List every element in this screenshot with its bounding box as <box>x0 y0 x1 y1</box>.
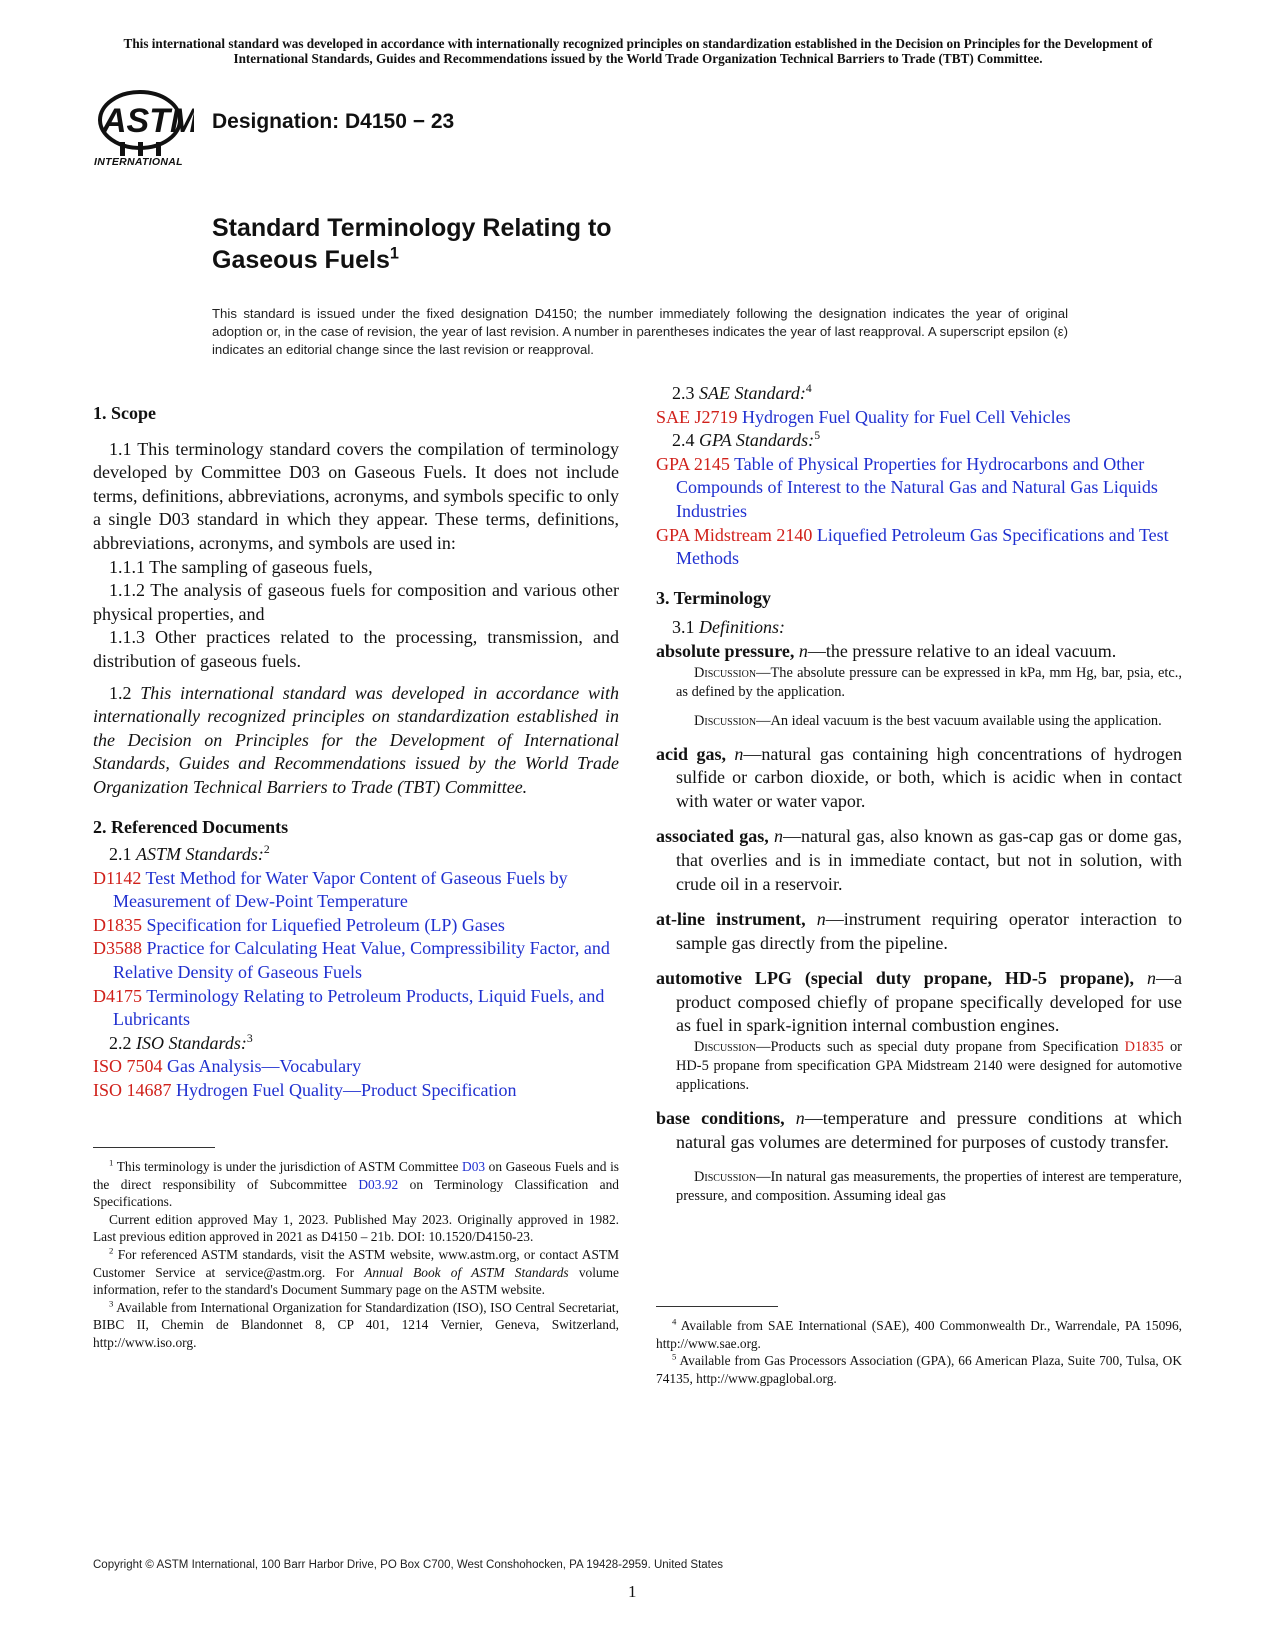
reference-title-link[interactable]: Specification for Liquefied Petroleum (LP) Gases <box>146 914 505 935</box>
reference-title-link[interactable]: Terminology Relating to Petroleum Products, Liquid Fuels, and Lubricants <box>113 985 605 1030</box>
section-heading-terminology: 3. Terminology <box>656 587 772 608</box>
issuance-notice: This standard is issued under the fixed designation D4150; the number immediately following the designation indicates the year of original adoption or, in the case of revision, the year of last revision. A number in parentheses indicates the year of last reapproval. A superscript epsilon (ε) indicates an editorial change since the last revision or reapproval. <box>212 306 1068 357</box>
iso-standards-label: 2.2 ISO Standards:$^3$ <box>109 1031 253 1053</box>
title-line-1: Standard Terminology Relating to <box>212 214 612 242</box>
term-automotive-lpg: automotive LPG (special duty propane, HD-5 propane), n—a product composed chiefly of propane specifically developed for use as fuel in spark-ignition internal combustion engines. <box>656 968 1182 1036</box>
gpa-reference-list <box>656 453 1182 571</box>
reference-item <box>93 1079 619 1103</box>
logo-wordmark: INTERNATIONAL <box>94 156 183 168</box>
footnote-rule <box>656 1306 778 1307</box>
reference-code-link[interactable]: D4175 <box>93 985 142 1006</box>
para-1-1-1: 1.1.1 The sampling of gaseous fuels, <box>109 556 373 577</box>
term-acid-gas: acid gas, n—natural gas containing high concentrations of hydrogen sulfide or carbon dioxide, or both, which is acidic when in contact with water or water vapor. <box>656 743 1183 811</box>
svg-text:ASTM: ASTM <box>102 102 194 140</box>
term-absolute-pressure: absolute pressure, n—the pressure relative to an ideal vacuum. <box>656 640 1117 661</box>
term-associated-gas: associated gas, n—natural gas, also known as gas-cap gas or dome gas, that overlies and is in immediate contact, but not in solution, with crude oil in a reservoir. <box>656 826 1183 894</box>
reference-item <box>93 914 619 938</box>
discussion-base-conditions: Discussion—In natural gas measurements, the properties of interest are temperature, pressure, and composition. Assuming ideal gas <box>676 1169 1182 1205</box>
footnote-5: $^5$ Available from Gas Processors Association (GPA), 66 American Plaza, Suite 700, Tulsa, OK 74135, http://www.gpaglobal.org. <box>656 1351 1182 1386</box>
discussion-absolute-pressure-2: Discussion—An ideal vacuum is the best vacuum available using the application. <box>694 712 1162 729</box>
footnote-4: $^4$ Available from SAE International (SAE), 400 Commonwealth Dr., Warrendale, PA 15096, http://www.sae.org. <box>656 1316 1182 1351</box>
designation: Designation: D4150 − 23 <box>212 110 455 133</box>
footnote-1: $^1$ This terminology is under the jurisdiction of ASTM Committee D03 on Gaseous Fuels and is the direct responsibility of Subcommittee D03.92 on Terminology Classification and Specifications. <box>93 1157 620 1210</box>
reference-item <box>93 867 619 914</box>
astm-standards-label: 2.1 ASTM Standards:$^2$ <box>109 843 270 865</box>
link-d03[interactable]: D03 <box>462 1159 486 1174</box>
section-heading-scope: 1. Scope <box>93 403 156 423</box>
term-at-line-instrument: at-line instrument, n—instrument requiring operator interaction to sample gas directly from the pipeline. <box>656 909 1183 953</box>
reference-code-link[interactable]: ISO 7504 <box>93 1056 163 1077</box>
reference-title-link[interactable]: Hydrogen Fuel Quality—Product Specification <box>176 1080 517 1101</box>
para-1-1-3: 1.1.3 Other practices related to the processing, transmission, and distribution of gaseous fuels. <box>93 627 619 671</box>
sae-reference-list <box>656 406 1182 430</box>
reference-item <box>656 406 1182 430</box>
iso-reference-list <box>93 1055 619 1102</box>
copyright: Copyright © ASTM International, 100 Barr Harbor Drive, PO Box C700, West Conshohocken, PA 19428-2959. United States <box>93 1559 724 1571</box>
astm-logo <box>94 84 194 174</box>
para-1-1-2: 1.1.2 The analysis of gaseous fuels for composition and various other physical properties, and <box>93 580 619 624</box>
reference-code-link[interactable]: D1142 <box>93 867 142 888</box>
term-base-conditions: base conditions, n—temperature and pressure conditions at which natural gas volumes are determined for purposes of custody transfer. <box>656 1108 1183 1152</box>
sae-standard-label: 2.3 SAE Standard:$^4$ <box>672 382 812 403</box>
right-footnotes <box>656 1306 1182 1387</box>
left-footnotes <box>93 1147 619 1352</box>
reference-code-link[interactable]: SAE J2719 <box>656 406 738 427</box>
reference-code-link[interactable]: D3588 <box>93 938 142 959</box>
definitions-label: 3.1 Definitions: <box>672 617 785 638</box>
reference-code-link[interactable]: GPA 2145 <box>656 453 730 474</box>
reference-code-link[interactable]: D1835 <box>93 914 142 935</box>
right-column <box>656 382 1183 1386</box>
footnote-3: $^3$ Available from International Organization for Standardization (ISO), ISO Central Secretariat, BIBC II, Chemin de Blandonnet 8, CP 401, 1214 Vernier, Geneva, Switzerland, http://www.iso.org. <box>93 1298 619 1350</box>
reference-item <box>656 524 1182 571</box>
left-column <box>93 402 620 1350</box>
reference-title-link[interactable]: Table of Physical Properties for Hydrocarbons and Other Compounds of Interest to the Natural Gas and Natural Gas Liquids Industries <box>676 453 1158 521</box>
reference-item <box>93 985 619 1032</box>
reference-title-link[interactable]: Gas Analysis—Vocabulary <box>167 1056 362 1077</box>
link-d03-92[interactable]: D03.92 <box>358 1176 399 1192</box>
para-1-2: 1.2 This international standard was developed in accordance with internationally recognized principles on standardization established in the Decision on Principles for the Development of International Standards, Guides and Recommendations issued by the World Trade Organization Technical Barriers to Trade (TBT) Committee. <box>93 682 619 797</box>
title-line-2: Gaseous Fuels <box>212 246 390 274</box>
footnote-1-edition: Current edition approved May 1, 2023. Published May 2023. Originally approved in 1982. Last previous edition approved in 2021 as D4150 – 21b. DOI: 10.1520/D4150-23. <box>93 1211 619 1245</box>
discussion-absolute-pressure-1: Discussion—The absolute pressure can be expressed in kPa, mm Hg, bar, psia, etc., as defined by the application. <box>676 664 1182 700</box>
reference-title-link[interactable]: Test Method for Water Vapor Content of Gaseous Fuels by Measurement of Dew-Point Temperature <box>113 867 568 912</box>
section-heading-referenced-documents: 2. Referenced Documents <box>93 816 289 837</box>
reference-item <box>93 937 619 984</box>
reference-item <box>656 453 1182 524</box>
title-footnote-mark: 1 <box>389 244 399 263</box>
reference-title-link[interactable]: Practice for Calculating Heat Value, Compressibility Factor, and Relative Density of Gaseous Fuels <box>113 938 610 983</box>
para-1-1: 1.1 This terminology standard covers the compilation of terminology developed by Committee D03 on Gaseous Fuels. It does not include terms, definitions, abbreviations, acronyms, and symbols specific to only a single D03 standard in which they appear. These terms, definitions, abbreviations, acronyms, and symbols are used in: <box>93 438 619 553</box>
reference-title-link[interactable]: Liquefied Petroleum Gas Specifications and Test Methods <box>676 524 1169 569</box>
reference-code-link[interactable]: ISO 14687 <box>93 1080 172 1101</box>
link-d1835[interactable]: D1835 <box>1124 1039 1164 1056</box>
document-title <box>212 212 612 276</box>
reference-code-link[interactable]: GPA Midstream 2140 <box>656 524 813 545</box>
discussion-automotive-lpg: Discussion—Products such as special duty propane from Specification D1835 or HD-5 propane from specification GPA Midstream 2140 were designed for automotive applications. <box>676 1039 1182 1094</box>
page-number: 1 <box>628 1582 637 1601</box>
reference-item <box>93 1055 619 1079</box>
standards-notice: This international standard was developed in accordance with internationally recognized principles on standardization established in the Decision on Principles for the Development of International Standards, Guides and Recommendations issued by the World Trade Organization Technical Barriers to Trade (TBT) Committee. <box>123 36 1153 66</box>
gpa-standards-label: 2.4 GPA Standards:$^5$ <box>672 429 821 451</box>
footnote-rule <box>93 1147 215 1148</box>
footnote-2: $^2$ For referenced ASTM standards, visit the ASTM website, www.astm.org, or contact ASTM Customer Service at service@astm.org. For Annual Book of ASTM Standards volume information, refer to the standard's Document Summary page on the ASTM website. <box>93 1245 619 1298</box>
astm-reference-list <box>93 867 619 1032</box>
reference-title-link[interactable]: Hydrogen Fuel Quality for Fuel Cell Vehicles <box>742 406 1071 427</box>
